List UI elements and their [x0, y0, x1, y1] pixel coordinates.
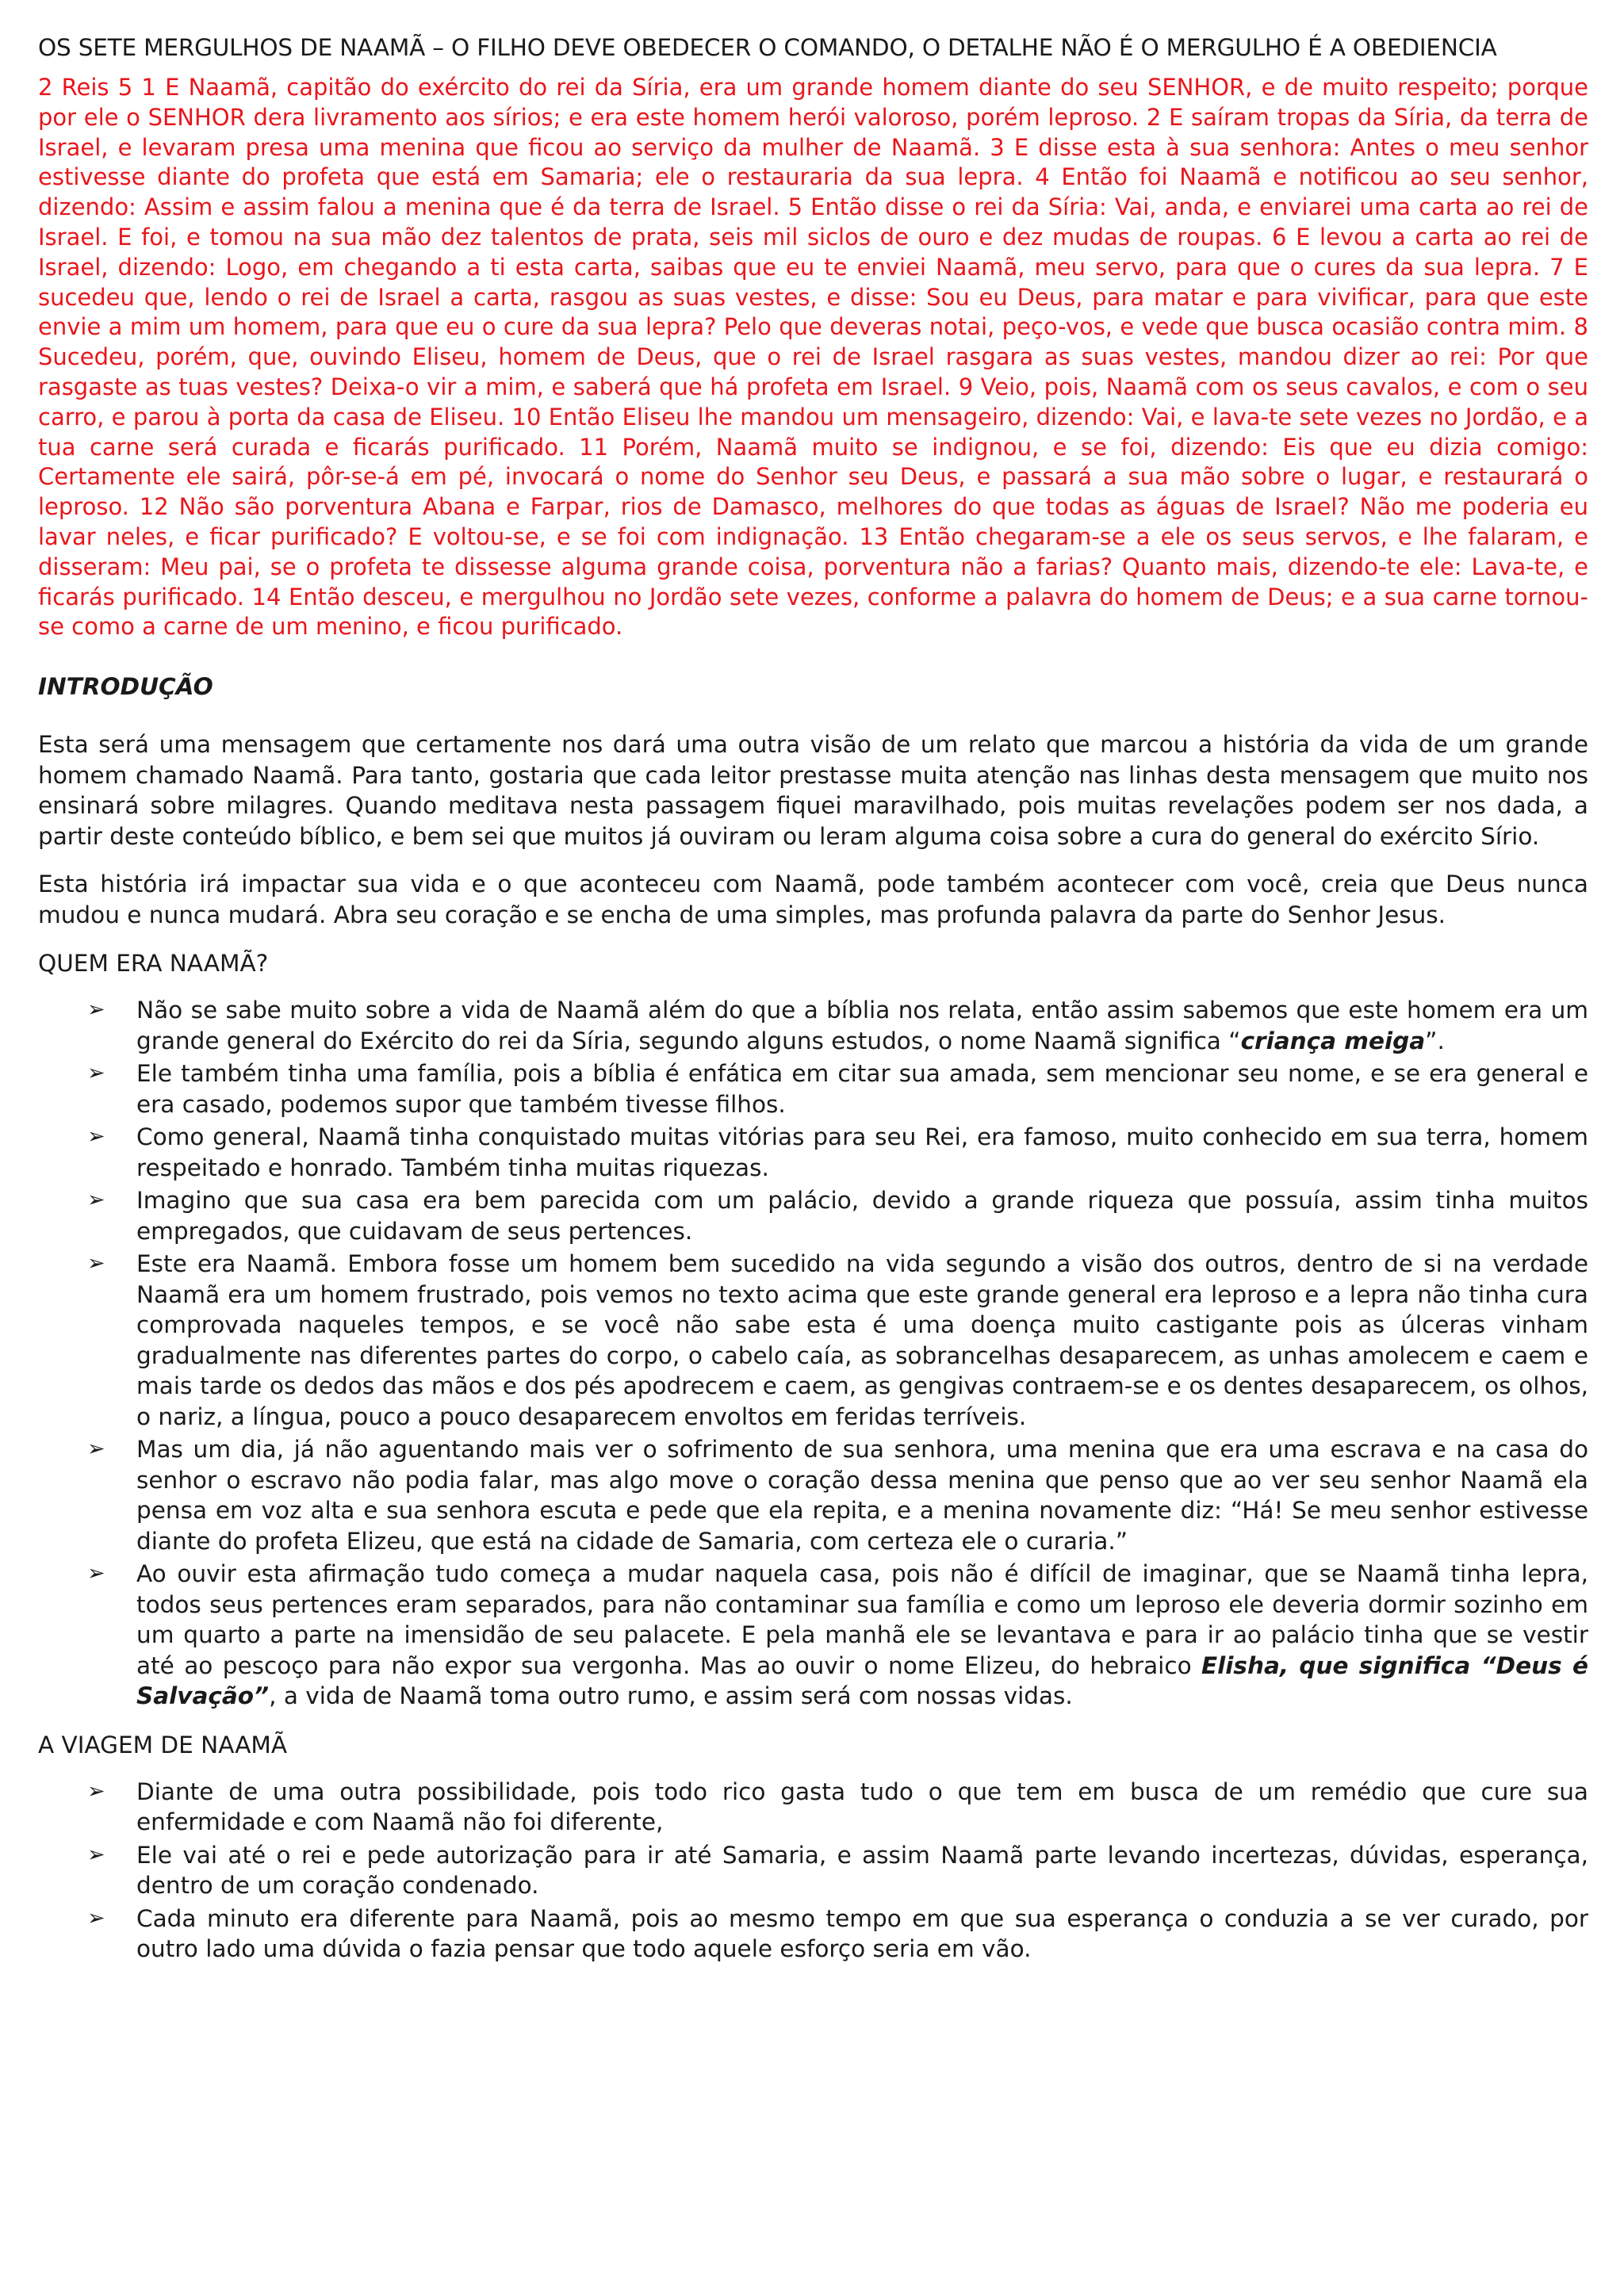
- list-item: [38, 1777, 1588, 1838]
- list-item: [38, 1122, 1588, 1183]
- arrow-bullet-icon: ➢: [87, 997, 105, 1023]
- arrow-bullet-icon: ➢: [87, 1905, 105, 1931]
- arrow-bullet-icon: ➢: [87, 1437, 105, 1462]
- who-was-naaman-list: [38, 995, 1588, 1712]
- list-item-emphasis: Elisha, que significa “Deus é Salvação”: [136, 1651, 1588, 1710]
- list-item-text: Ao ouvir esta afirmação tudo começa a mudar naquela casa, pois não é difícil de imaginar, que se Naamã tinha lepra, todos seus pertences eram separados, para não contaminar sua família e como um leproso ele deveria dormir sozinho em um quarto a parte na imensidão de seu palacete. E pela manhã ele se levantava e para ir ao palácio tinha que se vestir até ao pescoço para não expor sua vergonha. Mas ao ouvir o nome Elizeu, do hebraico: [136, 1560, 1588, 1679]
- list-item-emphasis: criança meiga: [1240, 1027, 1426, 1054]
- list-item: [38, 1904, 1588, 1965]
- arrow-bullet-icon: ➢: [87, 1124, 105, 1150]
- intro-paragraph: Esta será uma mensagem que certamente nos dará uma outra visão de um relato que marcou a história da vida de um grande homem chamado Naamã. Para tanto, gostaria que cada leitor prestasse muita atenção nas linhas desta mensagem que muito nos ensinará sobre milagres. Quando meditava nesta passagem fiquei maravilhado, pois muitas revelações podem ser nos dada, a partir deste conteúdo bíblico, e bem sei que muitos já ouviram ou leram alguma coisa sobre a cura do general do exército Sírio.: [38, 731, 1588, 850]
- list-item-text: Diante de uma outra possibilidade, pois todo rico gasta tudo o que tem em busca de um remédio que cure sua enfermidade e com Naamã não foi diferente,: [136, 1777, 1588, 1836]
- list-item: [38, 1249, 1588, 1432]
- list-item-text: Cada minuto era diferente para Naamã, pois ao mesmo tempo em que sua esperança o conduzia a se ver curado, por outro lado uma dúvida o fazia pensar que todo aquele esforço seria em vão.: [136, 1904, 1588, 1963]
- naaman-journey-list: [38, 1777, 1588, 1965]
- scripture-passage: 2 Reis 5 1 E Naamã, capitão do exército do rei da Síria, era um grande homem diante do seu SENHOR, e de muito respeito; porque por ele o SENHOR dera livramento aos sírios; e era este homem herói valoroso, porém leproso. 2 E saíram tropas da Síria, da terra de Israel, e levaram presa uma menina que ficou ao serviço da mulher de Naamã. 3 E disse esta à sua senhora: Antes o meu senhor estivesse diante do profeta que está em Samaria; ele o restauraria da sua lepra. 4 Então foi Naamã e notificou ao seu senhor, dizendo: Assim e assim falou a menina que é da terra de Israel. 5 Então disse o rei da Síria: Vai, anda, e enviarei uma carta ao rei de Israel. E foi, e tomou na sua mão dez talentos de prata, seis mil siclos de ouro e dez mudas de roupas. 6 E levou a carta ao rei de Israel, dizendo: Logo, em chegando a ti esta carta, saibas que eu te enviei Naamã, meu servo, para que o cures da sua lepra. 7 E sucedeu que, lendo o rei de Israel a carta, rasgou as suas vestes, e disse: Sou eu Deus, para matar e para vivificar, para que este envie a mim um homem, para que eu o cure da sua lepra? Pelo que deveras notai, peço-vos, e vede que busca ocasião contra mim. 8 Sucedeu, porém, que, ouvindo Eliseu, homem de Deus, que o rei de Israel rasgara as suas vestes, mandou dizer ao rei: Por que rasgaste as tuas vestes? Deixa-o vir a mim, e saberá que há profeta em Israel. 9 Veio, pois, Naamã com os seus cavalos, e com o seu carro, e parou à porta da casa de Eliseu. 10 Então Eliseu lhe mandou um mensageiro, dizendo: Vai, e lava-te sete vezes no Jordão, e a tua carne será curada e ficarás purificado. 11 Porém, Naamã muito se indignou, e se foi, dizendo: Eis que eu dizia comigo: Certamente ele sairá, pôr-se-á em pé, invocará o nome do Senhor seu Deus, e passará a sua mão sobre o lugar, e restaurará o leproso. 12 Não são porventura Abana e Farpar, rios de Damasco, melhores do que todas as águas de Israel? Não me poderia eu lavar neles, e ficar purificado? E voltou-se, e se foi com indignação. 13 Então chegaram-se a ele os seus servos, e lhe falaram, e disseram: Meu pai, se o profeta te dissesse alguma grande coisa, porventura não a farias? Quanto mais, dizendo-te ele: Lava-te, e ficarás purificado. 14 Então desceu, e mergulhou no Jordão sete vezes, conforme a palavra do homem de Deus; e a sua carne tornou-se como a carne de um menino, e ficou purificado.: [38, 74, 1588, 641]
- section-heading-who-was-naaman: QUEM ERA NAAMÃ?: [38, 950, 269, 978]
- intro-heading: INTRODUÇÃO: [38, 673, 213, 701]
- document-title: OS SETE MERGULHOS DE NAAMÃ – O FILHO DEVE OBEDECER O COMANDO, O DETALHE NÃO É O MERGULHO É A OBEDIENCIA: [38, 34, 1497, 61]
- list-item-text: Mas um dia, já não aguentando mais ver o sofrimento de sua senhora, uma menina que era uma escrava e na casa do senhor o escravo não podia falar, mas algo move o coração dessa menina que penso que ao ver seu senhor Naamã ela pensa em voz alta e sua senhora escuta e pede que ela repita, e a menina novamente diz: “Há! Se meu senhor estivesse diante do profeta Elizeu, que está na cidade de Samaria, com certeza ele o curaria.”: [136, 1436, 1588, 1555]
- list-item: [38, 1185, 1588, 1246]
- list-item-text: , a vida de Naamã toma outro rumo, e assim será com nossas vidas.: [269, 1682, 1073, 1710]
- arrow-bullet-icon: ➢: [87, 1778, 105, 1804]
- arrow-bullet-icon: ➢: [87, 1251, 105, 1276]
- arrow-bullet-icon: ➢: [87, 1061, 105, 1086]
- list-item-text: Não se sabe muito sobre a vida de Naamã além do que a bíblia nos relata, então assim sabemos que este homem era um grande general do Exército do rei da Síria, segundo alguns estudos, o nome Naamã significa “: [136, 997, 1588, 1054]
- list-item: [38, 995, 1588, 1056]
- list-item: [38, 1434, 1588, 1556]
- list-item-text: Este era Naamã. Embora fosse um homem bem sucedido na vida segundo a visão dos outros, dentro de si na verdade Naamã era um homem frustrado, pois vemos no texto acima que este grande general era leproso e a lepra não tinha cura comprovada naqueles tempos, e se você não sabe esta é uma doença muito castigante pois as úlceras vinham gradualmente nas diferentes partes do corpo, o cabelo caía, as sobrancelhas desaparecem, as unhas amolecem e caem e mais tarde os dedos das mãos e dos pés apodrecem e caem, as gengivas contraem-se e os dentes desaparecem, os olhos, o nariz, a língua, pouco a pouco desaparecem envoltos em feridas terríveis.: [136, 1250, 1588, 1430]
- section-heading-naaman-journey: A VIAGEM DE NAAMÃ: [38, 1731, 288, 1758]
- document-page: [38, 30, 1588, 1982]
- intro-paragraph: Esta história irá impactar sua vida e o que aconteceu com Naamã, pode também acontecer com você, creia que Deus nunca mudou e nunca mudará. Abra seu coração e se encha de uma simples, mas profunda palavra da parte do Senhor Jesus.: [38, 871, 1588, 928]
- arrow-bullet-icon: ➢: [87, 1188, 105, 1213]
- list-item: [38, 1840, 1588, 1901]
- list-item-text: Ele também tinha uma família, pois a bíblia é enfática em citar sua amada, sem mencionar seu nome, e se era general e era casado, podemos supor que também tivesse filhos.: [136, 1060, 1588, 1118]
- list-item: [38, 1559, 1588, 1712]
- list-item-text: Imagino que sua casa era bem parecida com um palácio, devido a grande riqueza que possuía, assim tinha muitos empregados, que cuidavam de seus pertences.: [136, 1187, 1588, 1245]
- list-item: [38, 1058, 1588, 1119]
- list-item-text: ”.: [1425, 1027, 1445, 1054]
- list-item-text: Como general, Naamã tinha conquistado muitas vitórias para seu Rei, era famoso, muito conhecido em sua terra, homem respeitado e honrado. Também tinha muitas riquezas.: [136, 1123, 1588, 1181]
- list-item-text: Ele vai até o rei e pede autorização para ir até Samaria, e assim Naamã parte levando incertezas, dúvidas, esperança, dentro de um coração condenado.: [136, 1841, 1588, 1900]
- arrow-bullet-icon: ➢: [87, 1561, 105, 1586]
- arrow-bullet-icon: ➢: [87, 1842, 105, 1867]
